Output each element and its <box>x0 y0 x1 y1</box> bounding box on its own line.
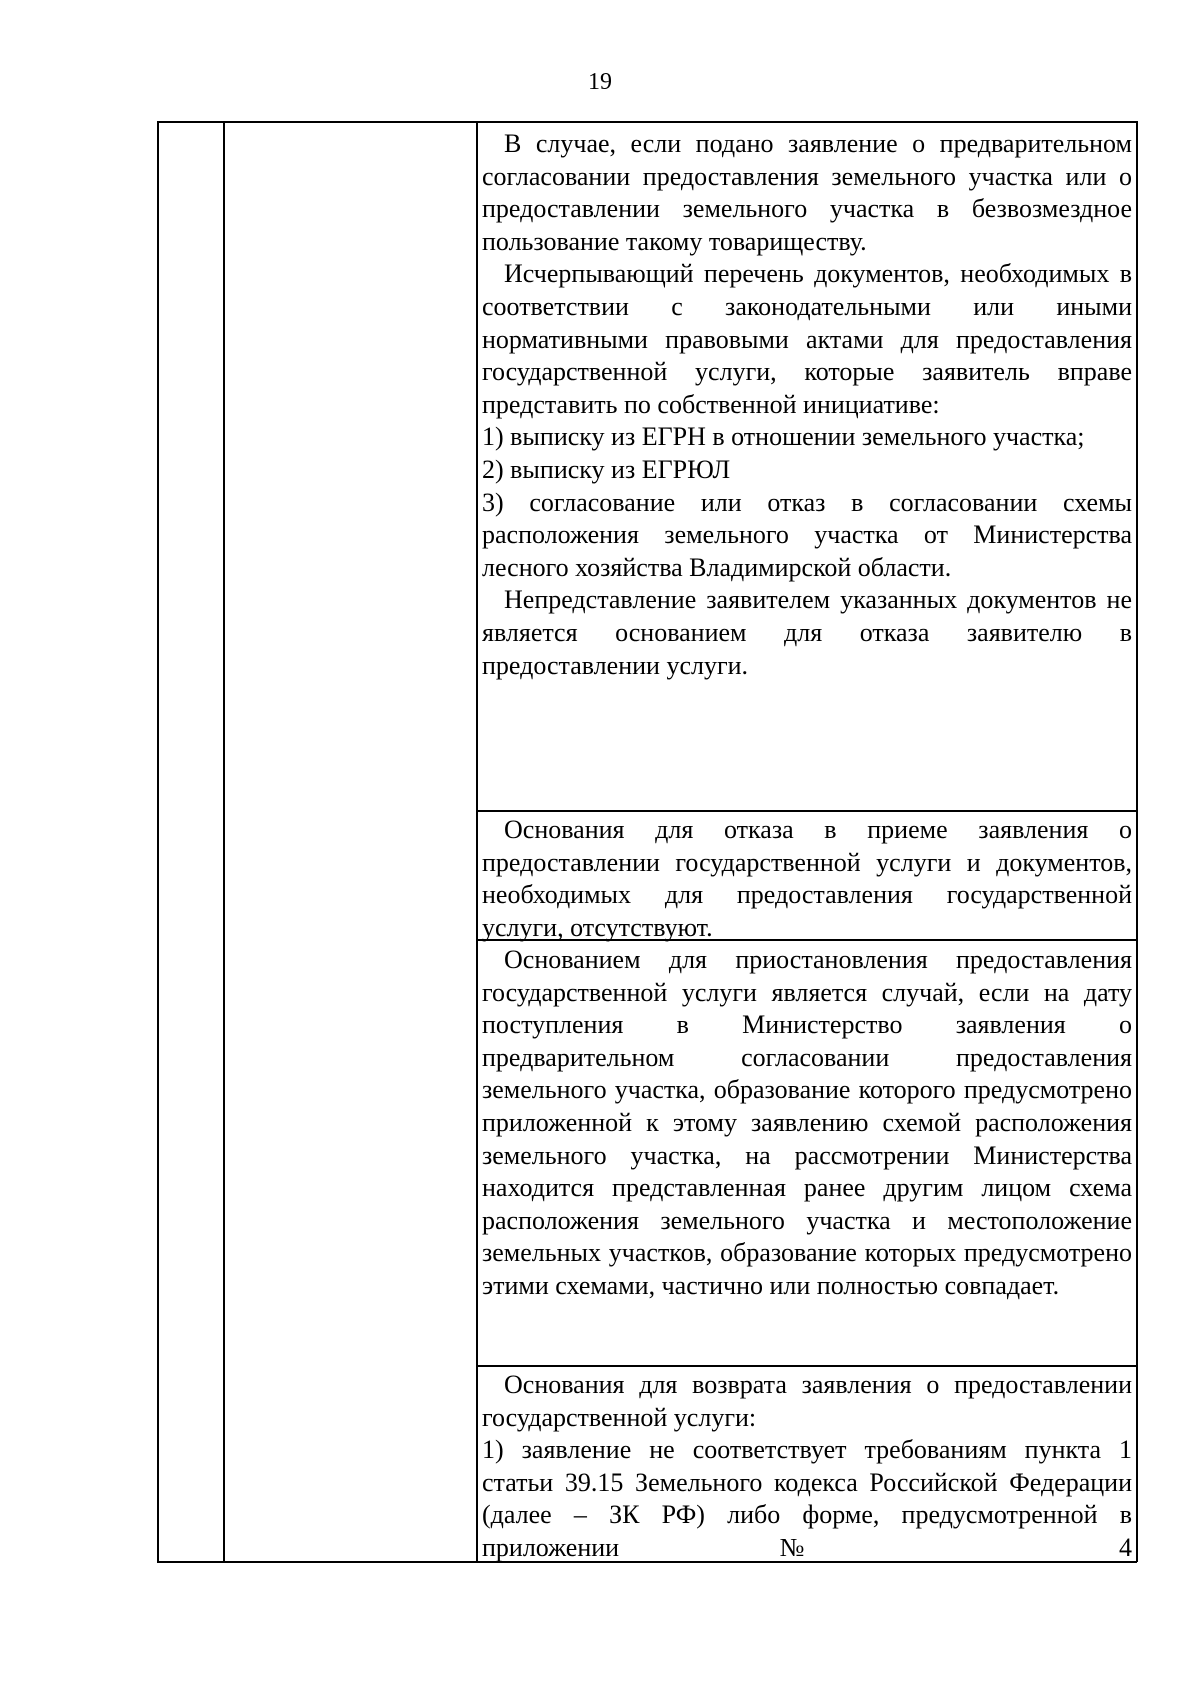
paragraph: Основания для отказа в приеме заявления о предоставлении государственной услуги и документов, необходимых для предоставления государственной услуги, отсутствуют. <box>482 815 1132 942</box>
column-divider-1 <box>223 121 225 1562</box>
list-item: 1) выписку из ЕГРН в отношении земельного участка; <box>482 422 1085 452</box>
page-number: 19 <box>588 69 612 95</box>
table-cell-refusal-grounds <box>477 814 1136 944</box>
table-right-border <box>1136 121 1138 1562</box>
list-item: 1) заявление не соответствует требованиям пункта 1 статьи 39.15 Земельного кодекса Российской Федерации (далее – ЗК РФ) либо форме, предусмотренной в приложении № 4 <box>482 1435 1132 1562</box>
paragraph: В случае, если подано заявление о предварительном согласовании предоставления земельного участка или о предоставлении земельного участка в безвозмездное пользование такому товариществу. <box>482 129 1132 256</box>
paragraph: Непредставление заявителем указанных документов не является основанием для отказа заявителю в предоставлении услуги. <box>482 585 1132 680</box>
paragraph: Основанием для приостановления предоставления государственной услуги является случай, если на дату поступления в Министерство заявления о предварительном согласовании предоставления земельного участка, образование которого предусмотрено приложенной к этому заявлению схемой расположения земельного участка, на рассмотрении Министерства находится представленная ранее другим лицом схема расположения земельного участка и местоположение земельных участков, образование которых предусмотрено этими схемами, частично или полностью совпадает. <box>482 945 1132 1300</box>
list-item: 3) согласование или отказ в согласовании схемы расположения земельного участка от Министерства лесного хозяйства Владимирской области. <box>482 487 1132 582</box>
table-left-border <box>157 121 159 1562</box>
table-cell-suspension-grounds <box>477 944 1136 1303</box>
table-top-border <box>157 121 1137 123</box>
row-divider-3 <box>476 1365 1137 1367</box>
paragraph: Основания для возврата заявления о предоставлении государственной услуги: <box>482 1370 1132 1432</box>
paragraph: Исчерпывающий перечень документов, необходимых в соответствии с законодательными или иными нормативными правовыми актами для предоставления государственной услуги, которые заявитель вправе представить по собственной инициативе: <box>482 259 1132 419</box>
row-divider-1 <box>476 810 1137 812</box>
table-cell-documents <box>477 128 1136 682</box>
table-cell-return-grounds <box>477 1369 1136 1565</box>
list-item: 2) выписку из ЕГРЮЛ <box>482 454 731 484</box>
